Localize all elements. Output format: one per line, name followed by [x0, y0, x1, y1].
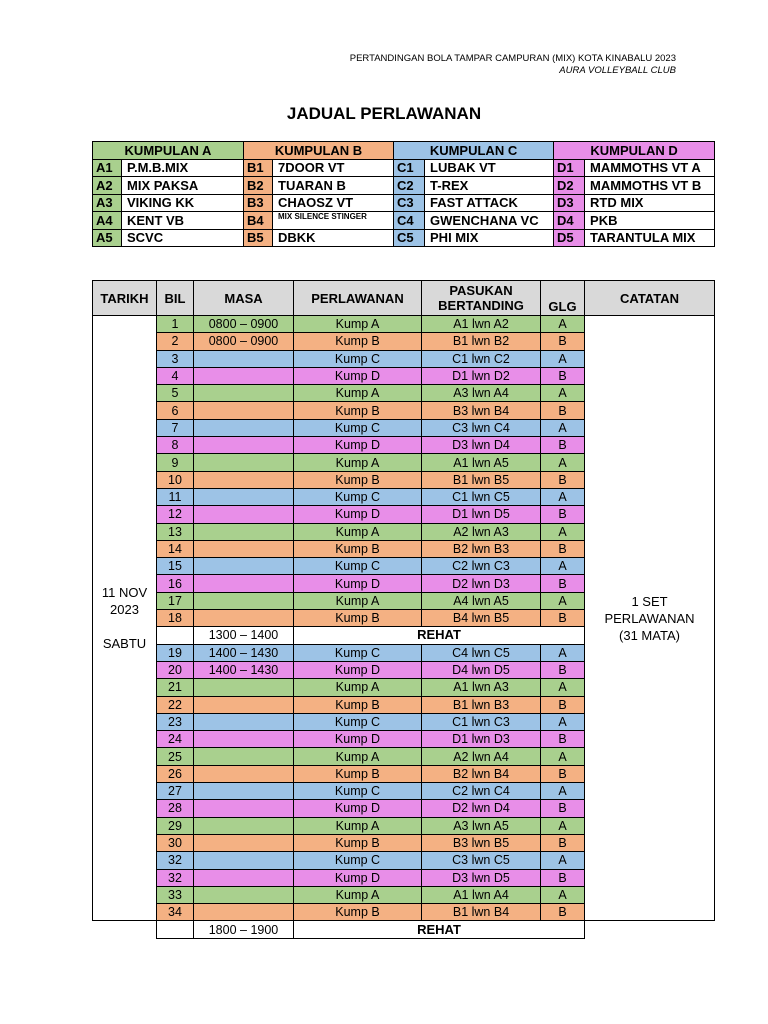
perlawanan-cell: Kump C	[294, 419, 422, 436]
glg-cell: A	[541, 644, 585, 661]
glg-cell: A	[541, 316, 585, 333]
masa-cell	[194, 869, 294, 886]
glg-cell: B	[541, 834, 585, 851]
bil-cell	[157, 921, 194, 938]
masa-cell	[194, 350, 294, 367]
bil-cell: 18	[157, 610, 194, 627]
glg-cell: B	[541, 540, 585, 557]
team-name: VIKING KK	[122, 194, 244, 212]
masa-cell	[194, 471, 294, 488]
bil-cell: 1	[157, 316, 194, 333]
team-code: A5	[93, 229, 122, 247]
pasukan-cell: B3 lwn B4	[422, 402, 541, 419]
masa-cell: 1800 – 1900	[194, 921, 294, 938]
bil-cell: 13	[157, 523, 194, 540]
pasukan-cell: B1 lwn B5	[422, 471, 541, 488]
perlawanan-cell: Kump B	[294, 333, 422, 350]
pasukan-cell: C1 lwn C5	[422, 488, 541, 505]
perlawanan-cell: Kump A	[294, 454, 422, 471]
group-row	[93, 194, 715, 212]
perlawanan-cell: Kump B	[294, 471, 422, 488]
bil-cell: 28	[157, 800, 194, 817]
bil-cell: 19	[157, 644, 194, 661]
perlawanan-cell: Kump A	[294, 523, 422, 540]
team-code: C1	[394, 159, 425, 177]
team-name: KENT VB	[122, 212, 244, 230]
team-code: A4	[93, 212, 122, 230]
masa-cell	[194, 506, 294, 523]
bil-cell: 2	[157, 333, 194, 350]
glg-cell: B	[541, 402, 585, 419]
pasukan-cell: B1 lwn B4	[422, 904, 541, 921]
glg-cell: B	[541, 471, 585, 488]
date-cell	[93, 316, 157, 921]
glg-cell: A	[541, 385, 585, 402]
team-code: D4	[554, 212, 585, 230]
team-code: D1	[554, 159, 585, 177]
glg-cell: B	[541, 869, 585, 886]
bil-cell: 11	[157, 488, 194, 505]
document-header	[350, 53, 676, 77]
team-code: A2	[93, 177, 122, 195]
group-row	[93, 159, 715, 177]
team-name: 7DOOR VT	[273, 159, 394, 177]
team-code: B2	[244, 177, 273, 195]
perlawanan-cell: Kump C	[294, 713, 422, 730]
pasukan-cell: A3 lwn A5	[422, 817, 541, 834]
perlawanan-cell: Kump C	[294, 783, 422, 800]
pasukan-cell: D2 lwn D4	[422, 800, 541, 817]
team-name: PKB	[585, 212, 715, 230]
col-masa: MASA	[194, 281, 294, 316]
glg-cell: B	[541, 765, 585, 782]
bil-cell: 25	[157, 748, 194, 765]
glg-cell: A	[541, 713, 585, 730]
glg-cell: B	[541, 661, 585, 678]
pasukan-cell: D1 lwn D5	[422, 506, 541, 523]
team-name: CHAOSZ VT	[273, 194, 394, 212]
perlawanan-cell: Kump B	[294, 834, 422, 851]
bil-cell: 10	[157, 471, 194, 488]
pasukan-cell: C4 lwn C5	[422, 644, 541, 661]
rehat-label: REHAT	[294, 627, 585, 644]
match-row	[93, 316, 715, 333]
pasukan-cell: C3 lwn C5	[422, 852, 541, 869]
group-header-b: KUMPULAN B	[244, 142, 394, 160]
pasukan-cell: B2 lwn B4	[422, 765, 541, 782]
team-name: MAMMOTHS VT B	[585, 177, 715, 195]
perlawanan-cell: Kump D	[294, 661, 422, 678]
glg-cell: A	[541, 886, 585, 903]
catatan-line: PERLAWANAN	[604, 610, 695, 626]
perlawanan-cell: Kump D	[294, 869, 422, 886]
masa-cell	[194, 367, 294, 384]
masa-cell	[194, 402, 294, 419]
catatan-cell	[585, 316, 715, 921]
masa-cell	[194, 454, 294, 471]
bil-cell: 6	[157, 402, 194, 419]
masa-cell	[194, 610, 294, 627]
glg-cell: B	[541, 610, 585, 627]
bil-cell: 26	[157, 765, 194, 782]
perlawanan-cell: Kump A	[294, 679, 422, 696]
masa-cell	[194, 488, 294, 505]
group-header-d: KUMPULAN D	[554, 142, 715, 160]
perlawanan-cell: Kump D	[294, 367, 422, 384]
team-name: MIX PAKSA	[122, 177, 244, 195]
pasukan-cell: A2 lwn A4	[422, 748, 541, 765]
bil-cell: 4	[157, 367, 194, 384]
perlawanan-cell: Kump D	[294, 575, 422, 592]
pasukan-cell: D3 lwn D5	[422, 869, 541, 886]
pasukan-cell: A1 lwn A4	[422, 886, 541, 903]
perlawanan-cell: Kump D	[294, 506, 422, 523]
col-catatan: CATATAN	[585, 281, 715, 316]
perlawanan-cell: Kump D	[294, 800, 422, 817]
club-name: AURA VOLLEYBALL CLUB	[559, 65, 676, 76]
masa-cell	[194, 419, 294, 436]
perlawanan-cell: Kump B	[294, 696, 422, 713]
bil-cell: 14	[157, 540, 194, 557]
catatan-line: (31 MATA)	[619, 627, 680, 643]
team-name: SCVC	[122, 229, 244, 247]
bil-cell: 32	[157, 869, 194, 886]
empty-cell	[93, 921, 157, 938]
perlawanan-cell: Kump B	[294, 540, 422, 557]
glg-cell: A	[541, 783, 585, 800]
pasukan-cell: A3 lwn A4	[422, 385, 541, 402]
team-name: PHI MIX	[425, 229, 554, 247]
catatan-line: 1 SET	[631, 593, 668, 609]
glg-cell: A	[541, 350, 585, 367]
pasukan-cell: A1 lwn A2	[422, 316, 541, 333]
perlawanan-cell: Kump B	[294, 904, 422, 921]
perlawanan-cell: Kump A	[294, 385, 422, 402]
glg-cell: B	[541, 367, 585, 384]
pasukan-cell: D4 lwn D5	[422, 661, 541, 678]
event-title: PERTANDINGAN BOLA TAMPAR CAMPURAN (MIX) KOTA KINABALU 2023	[349, 53, 676, 64]
masa-cell	[194, 540, 294, 557]
perlawanan-cell: Kump C	[294, 350, 422, 367]
team-name: LUBAK VT	[425, 159, 554, 177]
group-row	[93, 229, 715, 247]
pasukan-cell: B4 lwn B5	[422, 610, 541, 627]
glg-cell: B	[541, 575, 585, 592]
pasukan-cell: C1 lwn C3	[422, 713, 541, 730]
masa-cell	[194, 765, 294, 782]
glg-cell: B	[541, 696, 585, 713]
perlawanan-cell: Kump B	[294, 765, 422, 782]
team-name: P.M.B.MIX	[122, 159, 244, 177]
pasukan-cell: B1 lwn B3	[422, 696, 541, 713]
bil-cell: 27	[157, 783, 194, 800]
pasukan-cell: C3 lwn C4	[422, 419, 541, 436]
team-code: D5	[554, 229, 585, 247]
perlawanan-cell: Kump A	[294, 748, 422, 765]
bil-cell: 33	[157, 886, 194, 903]
team-name: RTD MIX	[585, 194, 715, 212]
perlawanan-cell: Kump A	[294, 592, 422, 609]
glg-cell: A	[541, 748, 585, 765]
col-glg: GLG	[541, 281, 585, 316]
rehat-label: REHAT	[294, 921, 585, 938]
bil-cell: 30	[157, 834, 194, 851]
team-code: C5	[394, 229, 425, 247]
date-year: 2023	[110, 602, 139, 618]
glg-cell: A	[541, 679, 585, 696]
team-code: A3	[93, 194, 122, 212]
masa-cell	[194, 385, 294, 402]
group-header-a: KUMPULAN A	[93, 142, 244, 160]
glg-cell: B	[541, 731, 585, 748]
masa-cell	[194, 783, 294, 800]
team-name: T-REX	[425, 177, 554, 195]
pasukan-cell: B2 lwn B3	[422, 540, 541, 557]
glg-cell: A	[541, 523, 585, 540]
col-bil: BIL	[157, 281, 194, 316]
bil-cell: 24	[157, 731, 194, 748]
pasukan-cell: C2 lwn C3	[422, 558, 541, 575]
perlawanan-cell: Kump C	[294, 488, 422, 505]
pasukan-cell: D2 lwn D3	[422, 575, 541, 592]
team-code: C2	[394, 177, 425, 195]
bil-cell: 32	[157, 852, 194, 869]
glg-cell: A	[541, 817, 585, 834]
glg-cell: A	[541, 558, 585, 575]
masa-cell	[194, 592, 294, 609]
bil-cell: 17	[157, 592, 194, 609]
masa-cell	[194, 834, 294, 851]
pasukan-cell: B3 lwn B5	[422, 834, 541, 851]
schedule-table	[92, 280, 715, 939]
masa-cell: 1400 – 1430	[194, 661, 294, 678]
team-code: D2	[554, 177, 585, 195]
team-name: MAMMOTHS VT A	[585, 159, 715, 177]
masa-cell	[194, 886, 294, 903]
masa-cell: 1300 – 1400	[194, 627, 294, 644]
glg-cell: B	[541, 800, 585, 817]
team-code: B1	[244, 159, 273, 177]
perlawanan-cell: Kump B	[294, 610, 422, 627]
col-tarikh: TARIKH	[93, 281, 157, 316]
masa-cell	[194, 904, 294, 921]
pasukan-cell: A2 lwn A3	[422, 523, 541, 540]
team-name: TARANTULA MIX	[585, 229, 715, 247]
glg-cell: A	[541, 419, 585, 436]
bil-cell	[157, 627, 194, 644]
team-name: GWENCHANA VC	[425, 212, 554, 230]
masa-cell: 0800 – 0900	[194, 316, 294, 333]
bil-cell: 12	[157, 506, 194, 523]
team-code: B3	[244, 194, 273, 212]
masa-cell	[194, 696, 294, 713]
bil-cell: 7	[157, 419, 194, 436]
masa-cell: 0800 – 0900	[194, 333, 294, 350]
groups-table	[92, 141, 715, 247]
date-weekday: SABTU	[102, 636, 147, 652]
group-row	[93, 177, 715, 195]
bil-cell: 5	[157, 385, 194, 402]
masa-cell	[194, 713, 294, 730]
masa-cell	[194, 523, 294, 540]
masa-cell	[194, 852, 294, 869]
pasukan-cell: D1 lwn D2	[422, 367, 541, 384]
bil-cell: 23	[157, 713, 194, 730]
glg-cell: B	[541, 333, 585, 350]
masa-cell: 1400 – 1430	[194, 644, 294, 661]
pasukan-cell: A4 lwn A5	[422, 592, 541, 609]
bil-cell: 9	[157, 454, 194, 471]
bil-cell: 8	[157, 437, 194, 454]
perlawanan-cell: Kump A	[294, 316, 422, 333]
glg-cell: A	[541, 488, 585, 505]
team-name: MIX SILENCE STINGER	[273, 212, 394, 230]
masa-cell	[194, 748, 294, 765]
team-code: B5	[244, 229, 273, 247]
perlawanan-cell: Kump D	[294, 731, 422, 748]
pasukan-cell: D3 lwn D4	[422, 437, 541, 454]
team-name: TUARAN B	[273, 177, 394, 195]
bil-cell: 22	[157, 696, 194, 713]
team-name: DBKK	[273, 229, 394, 247]
pasukan-cell: C1 lwn C2	[422, 350, 541, 367]
bil-cell: 15	[157, 558, 194, 575]
schedule-header-row	[93, 281, 715, 316]
bil-cell: 16	[157, 575, 194, 592]
perlawanan-cell: Kump C	[294, 852, 422, 869]
team-code: C4	[394, 212, 425, 230]
group-header-c: KUMPULAN C	[394, 142, 554, 160]
date-day: 11 NOV	[101, 585, 148, 601]
pasukan-cell: D1 lwn D3	[422, 731, 541, 748]
team-code: A1	[93, 159, 122, 177]
group-row	[93, 212, 715, 230]
bil-cell: 29	[157, 817, 194, 834]
glg-cell: A	[541, 852, 585, 869]
team-code: B4	[244, 212, 273, 230]
glg-cell: A	[541, 454, 585, 471]
glg-cell: B	[541, 437, 585, 454]
masa-cell	[194, 731, 294, 748]
team-name: FAST ATTACK	[425, 194, 554, 212]
rehat-row	[93, 921, 715, 938]
pasukan-cell: A1 lwn A5	[422, 454, 541, 471]
glg-cell: B	[541, 506, 585, 523]
perlawanan-cell: Kump A	[294, 886, 422, 903]
perlawanan-cell: Kump C	[294, 558, 422, 575]
team-code: C3	[394, 194, 425, 212]
bil-cell: 34	[157, 904, 194, 921]
perlawanan-cell: Kump C	[294, 644, 422, 661]
perlawanan-cell: Kump D	[294, 437, 422, 454]
pasukan-cell: C2 lwn C4	[422, 783, 541, 800]
bil-cell: 21	[157, 679, 194, 696]
team-code: D3	[554, 194, 585, 212]
bil-cell: 3	[157, 350, 194, 367]
bil-cell: 20	[157, 661, 194, 678]
masa-cell	[194, 679, 294, 696]
page-title: JADUAL PERLAWANAN	[286, 104, 482, 123]
col-perlawanan: PERLAWANAN	[294, 281, 422, 316]
glg-cell: B	[541, 904, 585, 921]
masa-cell	[194, 558, 294, 575]
perlawanan-cell: Kump A	[294, 817, 422, 834]
masa-cell	[194, 437, 294, 454]
pasukan-cell: B1 lwn B2	[422, 333, 541, 350]
col-pasukan: PASUKAN BERTANDING	[422, 281, 541, 316]
perlawanan-cell: Kump B	[294, 402, 422, 419]
glg-cell: A	[541, 592, 585, 609]
masa-cell	[194, 817, 294, 834]
masa-cell	[194, 575, 294, 592]
pasukan-cell: A1 lwn A3	[422, 679, 541, 696]
masa-cell	[194, 800, 294, 817]
